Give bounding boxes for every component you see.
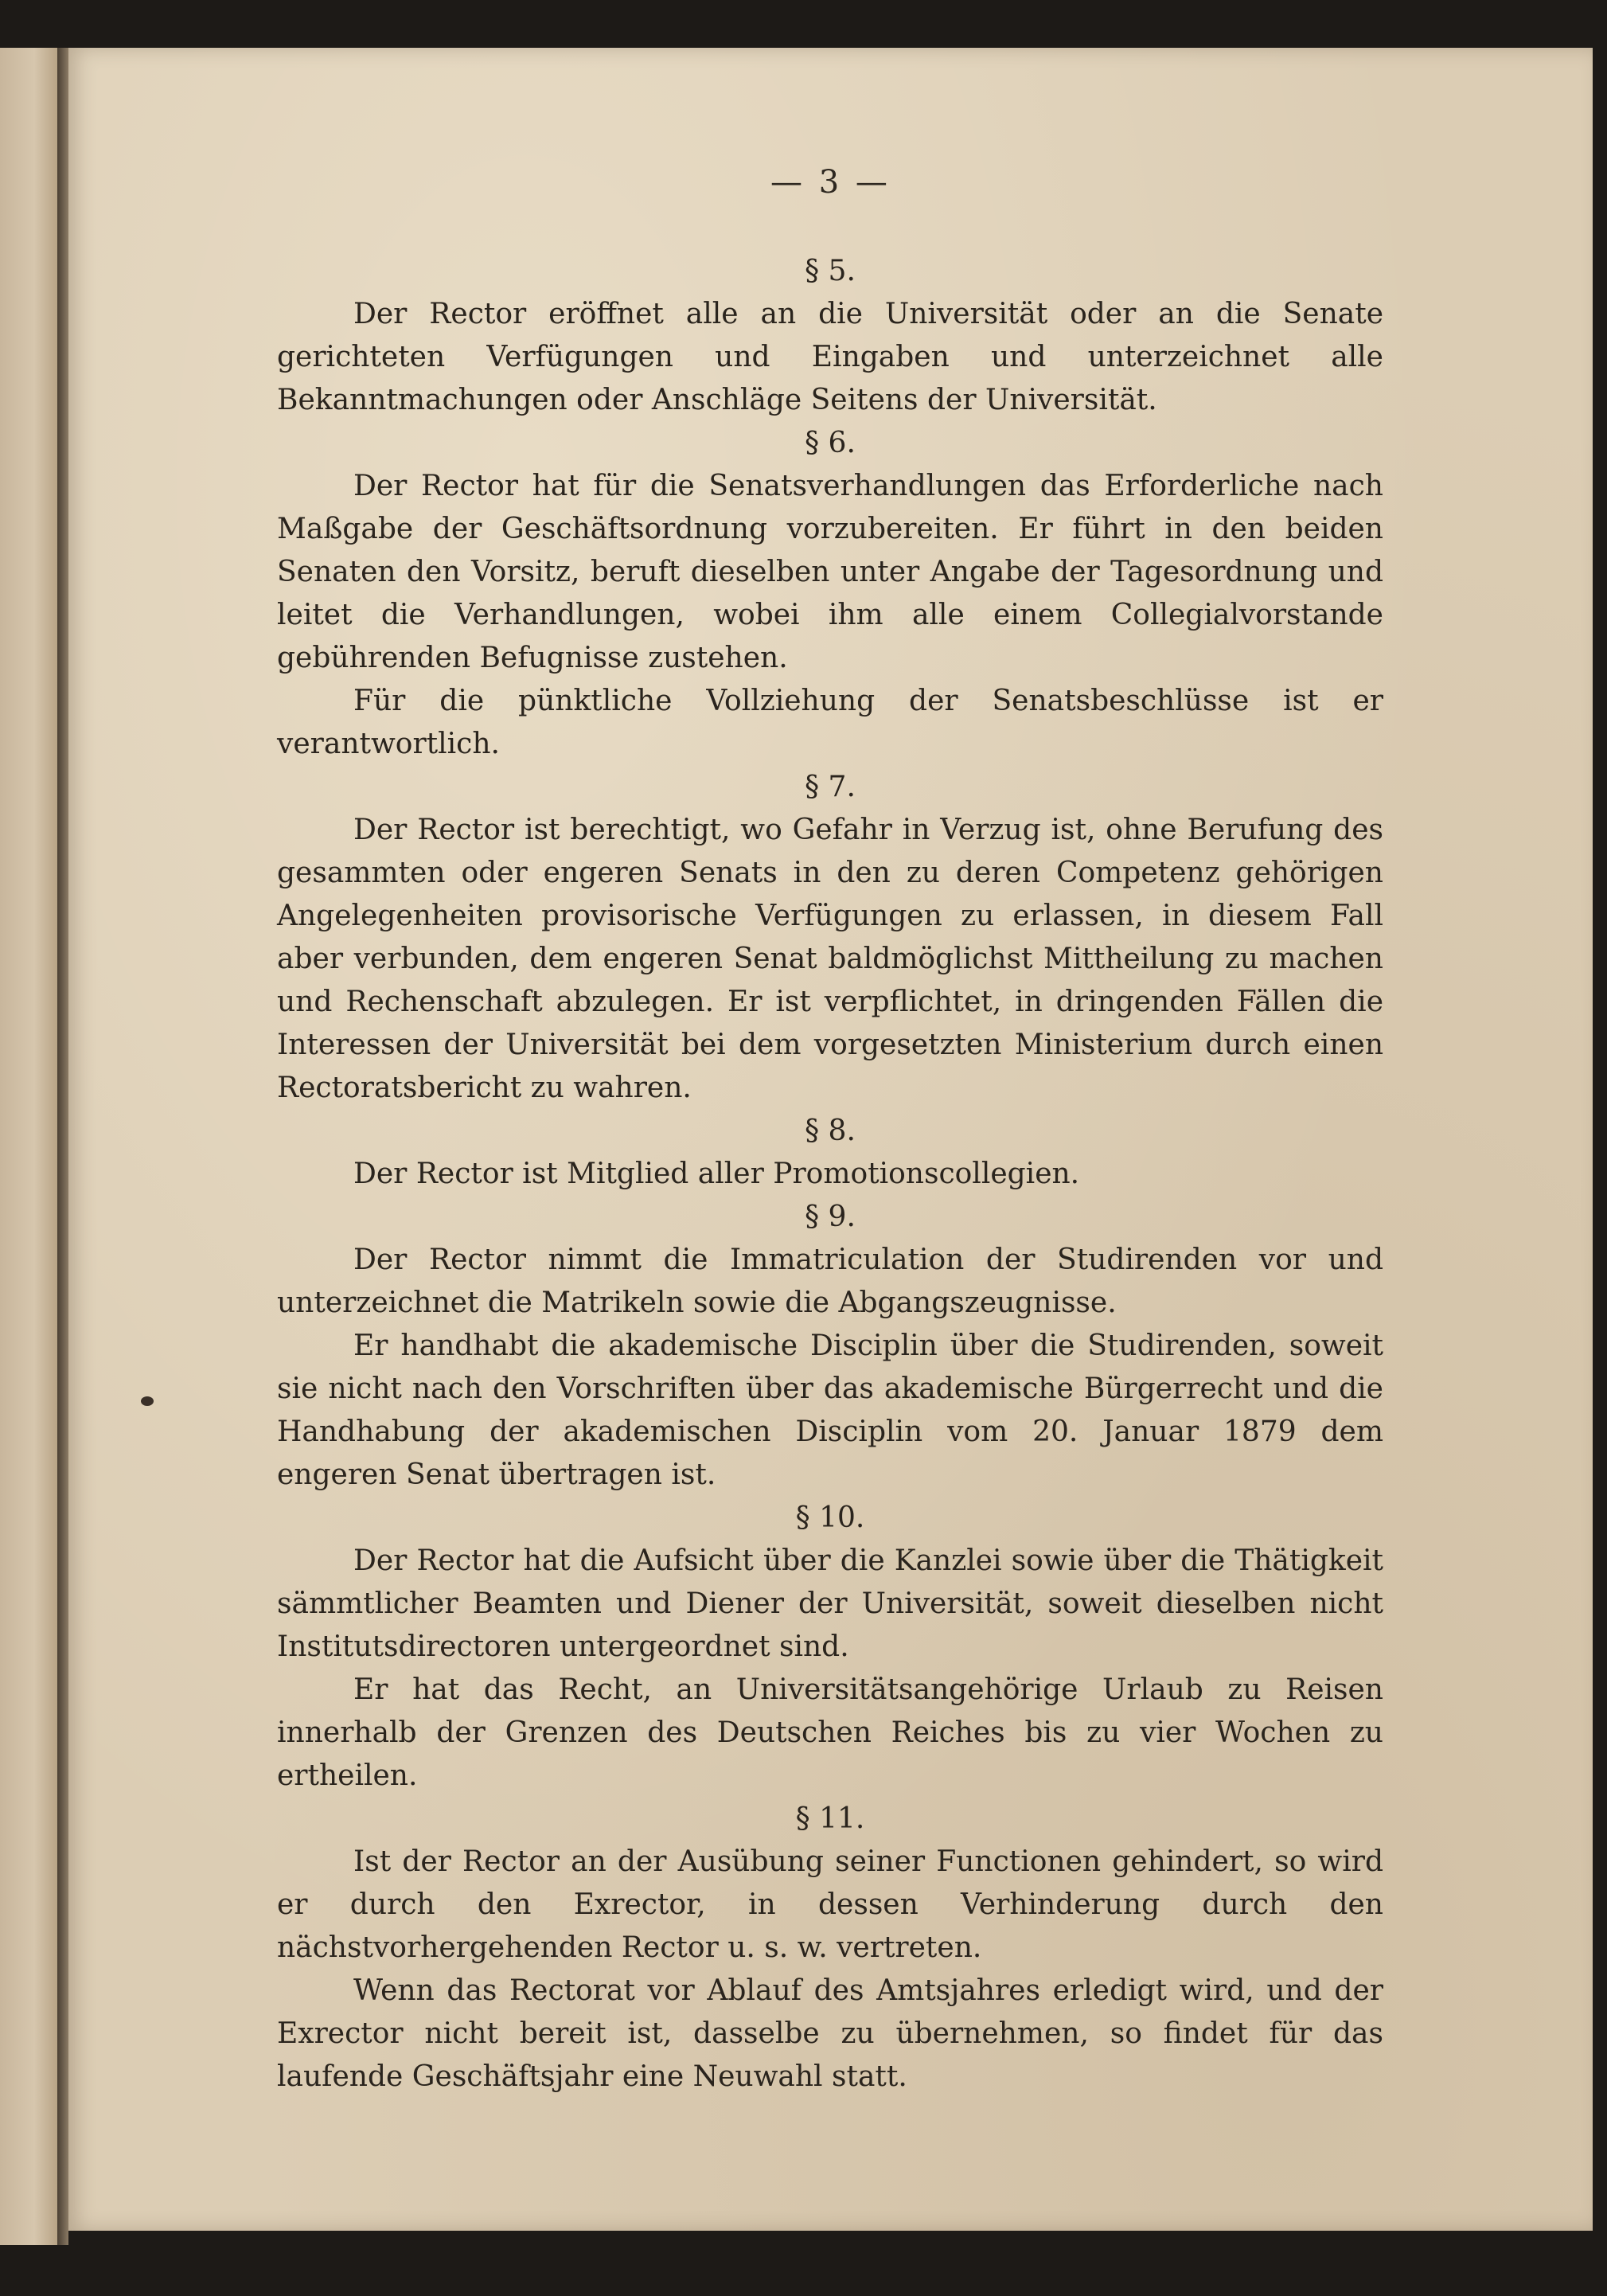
paragraph: Er hat das Recht, an Universitätsangehörige Urlaub zu Reisen innerhalb der Grenzen des Deutschen Reiches bis zu vier Wochen zu ertheilen. [277,1673,1383,1792]
page-number: — 3 — [770,164,891,201]
section-heading: § 6. [805,427,856,459]
paragraph: Der Rector ist berechtigt, wo Gefahr in Verzug ist, ohne Berufung des gesammten oder engeren Senats in den zu deren Competenz gehörigen Angelegenheiten provisorische Verfügungen zu erlassen, in diesem Fall aber verbunden, dem engeren Senat baldmöglichst Mittheilung zu machen und Rechenschaft abzulegen. Er ist verpflichtet, in dringenden Fällen die Interessen der Universität bei dem vorgesetzten Ministerium durch einen Rectoratsbericht zu wahren. [277,814,1383,1104]
section-heading: § 11. [795,1802,865,1835]
book-gutter [57,48,68,2245]
paragraph: Für die pünktliche Vollziehung der Senatsbeschlüsse ist er verantwortlich. [277,685,1383,760]
section-8 [277,1110,1383,1196]
section-11 [277,1798,1383,2099]
paragraph: Der Rector nimmt die Immatriculation der Studirenden vor und unterzeichnet die Matrikeln sowie die Abgangszeugnisse. [277,1244,1383,1319]
paragraph: Der Rector hat für die Senatsverhandlungen das Erforderliche nach Maßgabe der Geschäftsordnung vorzubereiten. Er führt in den beiden Senaten den Vorsitz, beruft dieselben unter Angabe der Tagesordnung und leitet die Verhandlungen, wobei ihm alle einem Collegialvorstande gebührenden Befugnisse zustehen. [277,470,1383,674]
facing-page-edge [0,48,57,2245]
section-6 [277,422,1383,766]
ink-speck [141,1396,154,1406]
paragraph: Der Rector eröffnet alle an die Universität oder an die Senate gerichteten Verfügungen und Eingaben und unterzeichnet alle Bekanntmachungen oder Anschläge Seitens der Universität. [277,298,1383,416]
section-heading: § 8. [805,1115,856,1147]
paragraph: Der Rector ist Mitglied aller Promotionscollegien. [353,1158,1080,1190]
section-5 [277,250,1383,422]
paragraph: Wenn das Rectorat vor Ablauf des Amtsjahres erledigt wird, und der Exrector nicht bereit ist, dasselbe zu übernehmen, so findet für das laufende Geschäftsjahr eine Neuwahl statt. [277,1974,1383,2093]
paragraph: Der Rector hat die Aufsicht über die Kanzlei sowie über die Thätigkeit sämmtlicher Beamten und Diener der Universität, soweit dieselben nicht Institutsdirectoren untergeordnet sind. [277,1544,1383,1663]
section-7 [277,766,1383,1110]
paragraph: Er handhabt die akademische Disciplin über die Studirenden, soweit sie nicht nach den Vorschriften über das akademische Bürgerrecht und die Handhabung der akademischen Disciplin vom 20. Januar 1879 dem engeren Senat übertragen ist. [277,1330,1383,1491]
section-heading: § 7. [805,771,856,803]
paragraph: Ist der Rector an der Ausübung seiner Functionen gehindert, so wird er durch den Exrector, in dessen Verhinderung durch den nächstvorhergehenden Rector u. s. w. vertreten. [277,1845,1383,1964]
document-body [277,250,1383,2099]
section-heading: § 10. [795,1501,865,1534]
section-10 [277,1497,1383,1798]
section-heading: § 5. [805,255,856,287]
document-page [68,48,1593,2231]
section-9 [277,1196,1383,1497]
section-heading: § 9. [805,1201,856,1233]
